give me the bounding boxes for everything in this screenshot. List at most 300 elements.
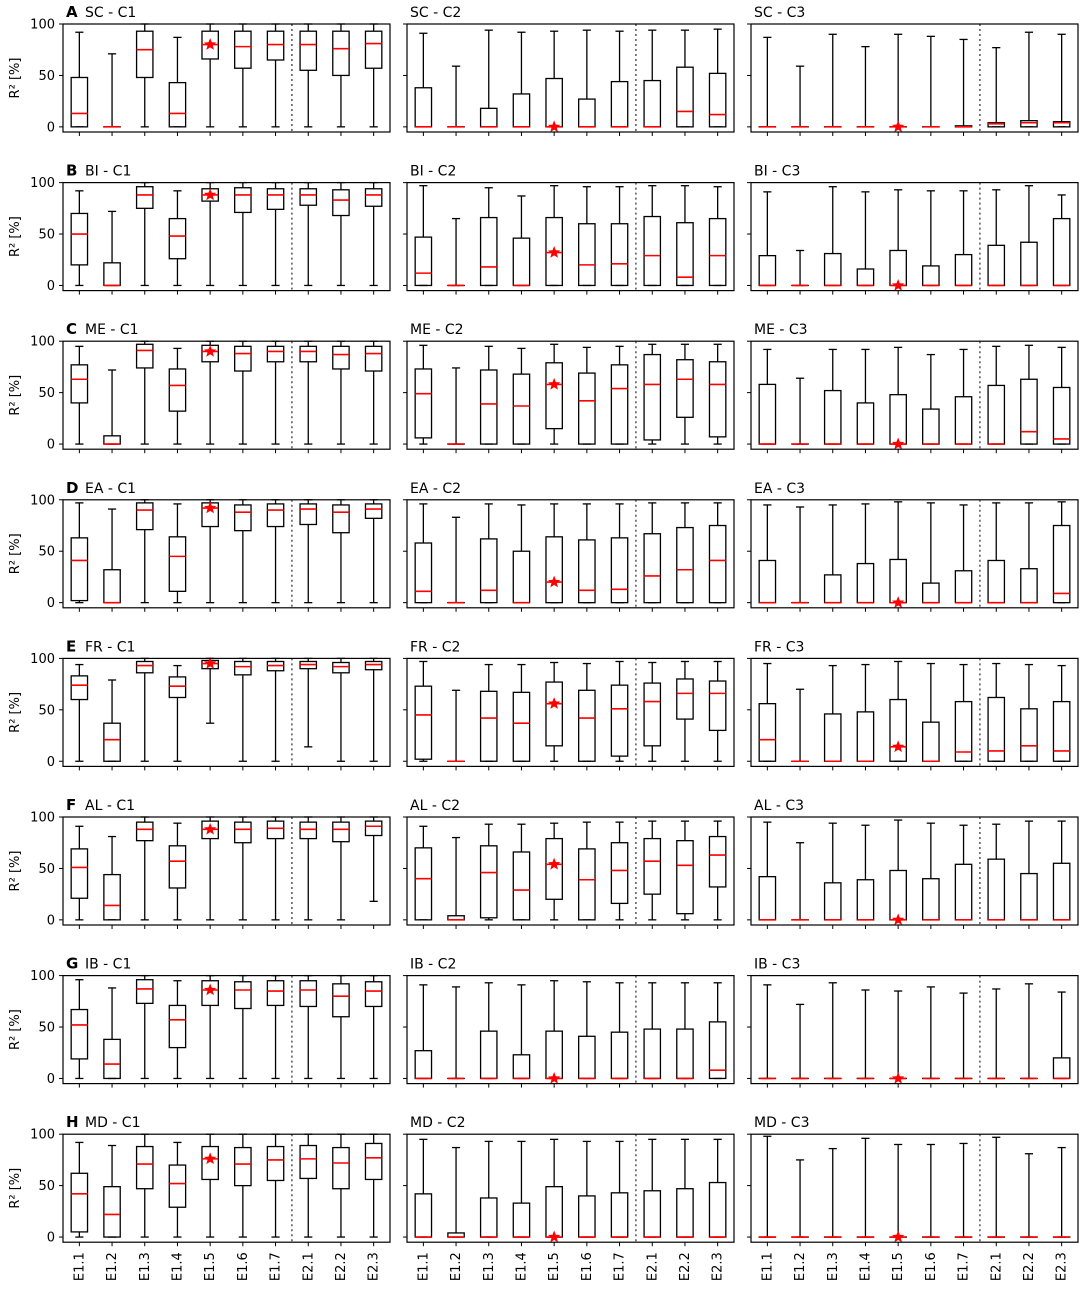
box-iqr	[579, 224, 595, 286]
box-iqr	[513, 374, 529, 444]
panel-3	[747, 5, 1078, 136]
box-iqr	[415, 848, 431, 920]
panel-13	[8, 637, 390, 770]
panel-letter: C	[66, 320, 78, 339]
box-E1.6	[235, 24, 251, 127]
y-axis-label: R² [%]	[8, 57, 23, 99]
box-E1.3	[481, 1141, 497, 1237]
box-E1.7	[955, 825, 971, 920]
box-E1.5	[890, 820, 906, 925]
box-E2.3	[365, 500, 381, 603]
box-E1.6	[579, 504, 595, 603]
panel-title: ME - C1	[85, 322, 139, 339]
box-iqr	[235, 188, 251, 213]
x-tick-label: E1.4	[514, 1252, 530, 1282]
box-E1.7	[955, 349, 971, 444]
box-E1.7	[611, 504, 627, 603]
box-E1.3	[137, 24, 153, 127]
box-E1.6	[923, 987, 939, 1079]
x-tick-label: E1.5	[547, 1252, 563, 1282]
box-E2.2	[333, 1134, 349, 1237]
box-iqr	[137, 661, 153, 672]
box-iqr	[825, 575, 841, 603]
box-iqr	[759, 256, 775, 286]
box-iqr	[546, 1187, 562, 1237]
box-E1.3	[137, 183, 153, 286]
y-tick-label: 100	[30, 810, 55, 826]
box-E1.5	[890, 991, 906, 1084]
box-iqr	[71, 1173, 87, 1232]
x-tick-label: E2.2	[1021, 1252, 1037, 1282]
box-iqr	[677, 841, 693, 914]
box-iqr	[677, 223, 693, 286]
box-E1.5	[890, 1144, 906, 1242]
box-iqr	[1053, 863, 1069, 920]
box-E1.5	[202, 24, 218, 127]
box-iqr	[546, 363, 562, 429]
x-tick-label: E1.7	[612, 1252, 628, 1282]
box-E1.4	[857, 665, 873, 762]
box-iqr	[923, 583, 939, 603]
box-iqr	[333, 822, 349, 842]
box-iqr	[415, 686, 431, 759]
box-E1.5	[546, 663, 562, 762]
box-E2.1	[644, 983, 660, 1079]
box-iqr	[988, 859, 1004, 920]
box-E2.2	[677, 344, 693, 444]
box-E1.4	[169, 348, 185, 444]
box-iqr	[415, 369, 431, 438]
box-iqr	[300, 346, 316, 361]
box-E1.4	[857, 990, 873, 1078]
median-star-marker	[548, 246, 560, 258]
box-iqr	[481, 539, 497, 603]
x-tick-label: E2.2	[677, 1252, 693, 1282]
panel-title: EA - C1	[85, 480, 137, 497]
median-star-marker	[204, 345, 216, 357]
box-iqr	[300, 504, 316, 525]
box-E1.4	[169, 823, 185, 920]
box-E1.6	[579, 1141, 595, 1237]
box-iqr	[365, 982, 381, 1007]
y-tick-label: 50	[38, 1020, 55, 1036]
box-E1.4	[857, 825, 873, 920]
box-E1.4	[513, 505, 529, 603]
panel-2	[403, 5, 734, 136]
y-tick-label: 50	[38, 68, 55, 84]
box-iqr	[365, 346, 381, 371]
panel-1	[8, 3, 390, 136]
box-iqr	[709, 219, 725, 286]
box-E1.2	[448, 690, 464, 761]
y-axis-label: R² [%]	[8, 1167, 23, 1209]
panel-6	[747, 164, 1078, 295]
x-tick-label: E1.6	[923, 1252, 939, 1282]
box-E2.1	[300, 976, 316, 1079]
y-tick-label: 50	[38, 703, 55, 719]
box-iqr	[759, 704, 775, 762]
box-iqr	[71, 849, 87, 898]
median-star-marker	[892, 1231, 904, 1243]
box-iqr	[955, 255, 971, 286]
x-tick-label: E1.6	[235, 1252, 251, 1282]
box-E1.5	[546, 31, 562, 132]
box-E1.7	[267, 341, 283, 444]
box-iqr	[137, 980, 153, 1004]
box-E1.2	[448, 66, 464, 127]
box-E1.3	[137, 817, 153, 920]
box-E1.5	[890, 34, 906, 132]
panel-title: BI - C3	[754, 163, 801, 180]
box-iqr	[644, 81, 660, 127]
box-iqr	[644, 683, 660, 746]
box-E1.2	[792, 66, 808, 127]
box-E1.5	[890, 347, 906, 449]
box-E1.5	[546, 823, 562, 920]
box-iqr	[300, 189, 316, 205]
panel-title: IB - C3	[754, 956, 801, 973]
box-E1.6	[923, 664, 939, 762]
box-iqr	[857, 880, 873, 920]
box-iqr	[579, 540, 595, 603]
box-E2.1	[300, 658, 316, 746]
box-E2.2	[1021, 984, 1037, 1079]
box-iqr	[104, 875, 120, 920]
box-E2.3	[365, 341, 381, 444]
box-iqr	[611, 538, 627, 603]
box-E1.7	[955, 39, 971, 126]
box-E2.3	[365, 24, 381, 127]
box-E1.1	[415, 504, 431, 603]
box-E1.2	[792, 1004, 808, 1078]
x-tick-label: E1.6	[579, 1252, 595, 1282]
box-iqr	[579, 690, 595, 761]
box-E2.1	[644, 503, 660, 603]
box-E1.3	[137, 341, 153, 444]
panel-title: EA - C3	[754, 480, 806, 497]
box-E2.1	[988, 48, 1004, 127]
box-iqr	[677, 1189, 693, 1237]
box-E1.2	[104, 54, 120, 127]
y-axis-label: R² [%]	[8, 533, 23, 575]
box-iqr	[365, 661, 381, 669]
box-iqr	[104, 263, 120, 286]
y-axis-label: R² [%]	[8, 216, 23, 258]
box-E1.4	[513, 196, 529, 285]
box-iqr	[709, 1183, 725, 1238]
x-tick-label: E2.1	[645, 1252, 661, 1282]
box-iqr	[890, 700, 906, 762]
box-E2.1	[644, 344, 660, 444]
box-E2.3	[709, 344, 725, 444]
box-E1.5	[546, 344, 562, 444]
box-iqr	[333, 190, 349, 216]
box-E1.6	[235, 658, 251, 761]
panel-title: ME - C3	[754, 322, 808, 339]
box-iqr	[955, 864, 971, 920]
median-star-marker	[204, 823, 216, 835]
box-E1.2	[104, 837, 120, 920]
box-E1.4	[169, 37, 185, 126]
box-E2.3	[1053, 666, 1069, 762]
box-iqr	[169, 219, 185, 259]
box-E1.7	[611, 1141, 627, 1237]
box-E1.1	[415, 826, 431, 920]
panel-10	[8, 479, 390, 612]
box-iqr	[546, 79, 562, 127]
box-E2.2	[333, 817, 349, 920]
y-tick-label: 100	[30, 334, 55, 350]
box-E1.5	[202, 341, 218, 444]
box-E1.1	[759, 985, 775, 1079]
box-E1.5	[546, 186, 562, 286]
box-E2.2	[333, 341, 349, 444]
panel-title: IB - C2	[410, 956, 457, 973]
box-E2.3	[709, 821, 725, 920]
panel-title: SC - C2	[410, 5, 462, 21]
box-iqr	[709, 73, 725, 126]
box-iqr	[137, 503, 153, 530]
box-iqr	[169, 846, 185, 888]
box-E2.1	[644, 1139, 660, 1237]
box-iqr	[169, 369, 185, 411]
panel-title: FR - C1	[85, 639, 136, 656]
box-iqr	[709, 681, 725, 730]
box-iqr	[300, 1146, 316, 1179]
median-star-marker	[892, 596, 904, 608]
box-iqr	[365, 189, 381, 206]
box-iqr	[644, 217, 660, 286]
box-E2.1	[988, 664, 1004, 762]
box-iqr	[677, 1029, 693, 1078]
panel-title: FR - C2	[410, 639, 461, 656]
box-iqr	[1053, 1058, 1069, 1079]
y-tick-label: 0	[46, 1071, 55, 1087]
panel-19	[8, 955, 390, 1088]
box-E1.7	[955, 191, 971, 286]
box-E1.2	[792, 689, 808, 761]
panel-title: BI - C2	[410, 163, 457, 180]
box-E1.3	[825, 34, 841, 127]
box-iqr	[546, 682, 562, 746]
box-E1.7	[955, 993, 971, 1078]
panel-title: MD - C1	[85, 1115, 141, 1132]
box-E1.3	[481, 346, 497, 444]
box-iqr	[267, 189, 283, 210]
panel-12	[747, 481, 1078, 612]
box-iqr	[759, 560, 775, 602]
box-E1.7	[267, 183, 283, 286]
box-E2.2	[1021, 503, 1037, 603]
box-iqr	[267, 504, 283, 527]
x-tick-label: E1.7	[268, 1252, 284, 1282]
panel-title: BI - C1	[85, 163, 132, 180]
box-E1.5	[202, 183, 218, 286]
panel-9	[747, 322, 1078, 453]
box-E1.2	[448, 219, 464, 286]
box-iqr	[481, 370, 497, 444]
box-E1.1	[415, 345, 431, 444]
box-E1.6	[923, 823, 939, 920]
y-tick-label: 100	[30, 969, 55, 985]
box-iqr	[104, 1187, 120, 1237]
box-iqr	[546, 1031, 562, 1078]
box-E1.1	[415, 1139, 431, 1237]
box-iqr	[677, 360, 693, 418]
x-tick-label: E1.3	[481, 1252, 497, 1282]
box-iqr	[267, 821, 283, 838]
box-E2.2	[1021, 345, 1037, 444]
box-E1.6	[579, 187, 595, 286]
box-iqr	[333, 663, 349, 673]
box-E1.4	[857, 192, 873, 286]
box-E1.4	[513, 985, 529, 1079]
box-iqr	[481, 108, 497, 127]
box-E2.3	[1053, 347, 1069, 444]
box-E2.1	[988, 989, 1004, 1078]
box-iqr	[104, 723, 120, 761]
x-tick-label: E2.1	[301, 1252, 317, 1282]
y-tick-label: 50	[38, 227, 55, 243]
box-iqr	[137, 344, 153, 368]
box-E1.3	[825, 983, 841, 1079]
box-E1.7	[955, 665, 971, 762]
box-iqr	[890, 395, 906, 444]
box-E1.4	[169, 504, 185, 603]
box-E1.7	[611, 346, 627, 444]
box-iqr	[71, 213, 87, 264]
box-E2.2	[677, 30, 693, 127]
x-tick-label: E1.2	[449, 1252, 465, 1282]
box-E2.2	[1021, 821, 1037, 920]
panel-5	[403, 164, 734, 295]
box-E2.2	[1021, 32, 1037, 127]
box-E1.6	[579, 664, 595, 762]
box-iqr	[1021, 121, 1037, 127]
box-iqr	[579, 1196, 595, 1237]
box-E1.3	[825, 349, 841, 444]
box-E1.6	[923, 191, 939, 286]
panel-11	[403, 481, 734, 612]
box-E1.6	[235, 817, 251, 920]
box-E1.4	[513, 348, 529, 444]
box-iqr	[333, 346, 349, 369]
box-E2.3	[1053, 502, 1069, 603]
box-iqr	[611, 82, 627, 127]
median-star-marker	[548, 378, 560, 390]
panel-17	[403, 798, 734, 929]
y-axis-label: R² [%]	[8, 1009, 23, 1051]
box-E2.1	[300, 183, 316, 286]
box-iqr	[267, 1147, 283, 1181]
box-iqr	[104, 570, 120, 603]
median-star-marker	[204, 1152, 216, 1164]
box-iqr	[235, 505, 251, 531]
box-iqr	[955, 571, 971, 603]
box-iqr	[235, 982, 251, 1009]
median-star-marker	[548, 1072, 560, 1084]
box-E2.3	[365, 976, 381, 1079]
panel-title: AL - C1	[85, 798, 136, 814]
box-iqr	[857, 403, 873, 444]
box-iqr	[415, 237, 431, 285]
box-E1.1	[759, 822, 775, 920]
box-iqr	[611, 685, 627, 756]
box-iqr	[677, 67, 693, 127]
panel-letter: F	[66, 796, 77, 814]
box-E2.1	[644, 186, 660, 286]
box-E1.5	[890, 190, 906, 291]
box-E2.3	[365, 658, 381, 761]
box-E1.2	[104, 370, 120, 444]
box-E1.1	[71, 980, 87, 1079]
panel-letter: B	[66, 161, 78, 180]
box-E1.1	[759, 37, 775, 126]
box-E1.4	[513, 824, 529, 920]
panel-22	[8, 1113, 390, 1281]
box-E1.4	[857, 504, 873, 603]
box-iqr	[579, 99, 595, 127]
x-tick-label: E1.2	[105, 1252, 121, 1282]
panel-15	[747, 639, 1078, 770]
box-E2.2	[333, 500, 349, 603]
box-E2.1	[644, 663, 660, 762]
box-iqr	[825, 883, 841, 920]
box-iqr	[579, 1036, 595, 1078]
box-E1.2	[792, 378, 808, 444]
box-E2.1	[988, 503, 1004, 603]
box-E2.3	[709, 29, 725, 127]
box-iqr	[1021, 242, 1037, 285]
x-tick-label: E1.5	[203, 1252, 219, 1282]
box-E2.1	[300, 817, 316, 920]
box-E1.2	[448, 368, 464, 444]
x-tick-label: E2.1	[989, 1252, 1005, 1282]
box-iqr	[611, 1032, 627, 1078]
x-tick-label: E2.3	[366, 1252, 382, 1282]
box-E1.6	[235, 1134, 251, 1237]
box-E1.2	[448, 517, 464, 602]
box-iqr	[611, 365, 627, 444]
box-iqr	[481, 1198, 497, 1237]
box-E1.4	[513, 32, 529, 127]
box-iqr	[1053, 526, 1069, 603]
box-E1.1	[415, 33, 431, 127]
panel-title: FR - C3	[754, 639, 805, 656]
box-iqr	[267, 31, 283, 60]
box-iqr	[611, 224, 627, 286]
box-E1.1	[415, 661, 431, 761]
box-E1.3	[481, 665, 497, 762]
box-E1.6	[235, 341, 251, 444]
box-E1.5	[202, 657, 218, 723]
box-E2.3	[709, 1139, 725, 1237]
box-E2.1	[300, 341, 316, 444]
box-E1.6	[235, 976, 251, 1079]
box-iqr	[137, 187, 153, 209]
box-iqr	[923, 879, 939, 920]
box-iqr	[481, 691, 497, 761]
box-E1.7	[955, 505, 971, 603]
x-tick-label: E1.1	[416, 1252, 432, 1282]
panel-letter: H	[66, 1113, 79, 1132]
box-iqr	[513, 94, 529, 127]
box-E1.5	[202, 817, 218, 920]
box-iqr	[137, 1147, 153, 1189]
median-star-marker	[204, 188, 216, 200]
box-E1.6	[923, 36, 939, 127]
box-E1.1	[759, 664, 775, 762]
